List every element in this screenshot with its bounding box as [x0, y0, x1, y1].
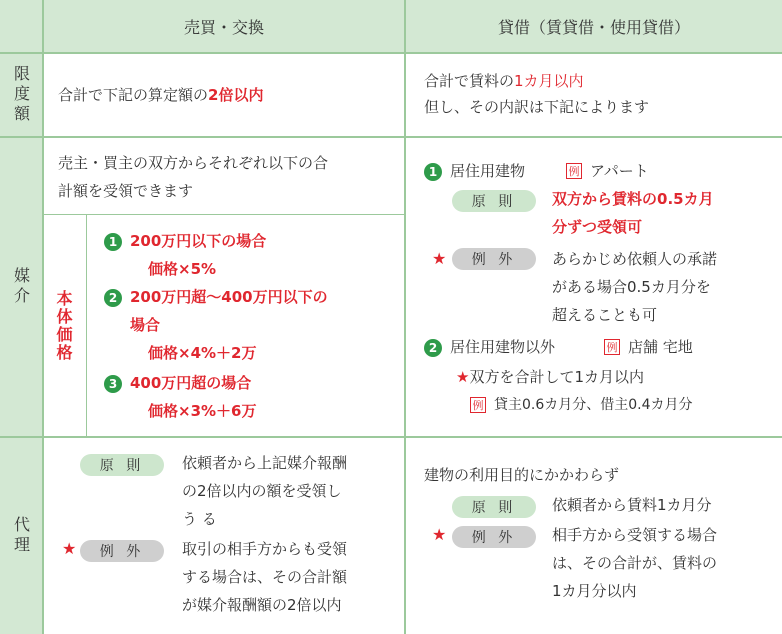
header-sale: 売買・交換 [44, 0, 404, 52]
proxy-sale-rule: う る [182, 510, 217, 528]
example-mark: 例 [566, 163, 582, 179]
grid-line [0, 52, 782, 54]
row-label-agency: 媒介 [0, 138, 42, 436]
exception-pill: 例 外 [452, 248, 536, 270]
body-price-label: 本体価格 [54, 290, 73, 362]
star-icon: ★ [432, 249, 447, 268]
proxy-lease-intro: 建物の利用目的にかかわらず [424, 466, 620, 484]
example-mark: 例 [470, 397, 486, 413]
tier-formula: 価格×4%＋2万 [148, 344, 257, 362]
number-badge: 2 [104, 289, 122, 307]
number-badge: 3 [104, 375, 122, 393]
grid-line [0, 436, 782, 438]
exception-pill: 例 外 [80, 540, 164, 562]
lease-item2-title: 居住用建物以外 [450, 338, 556, 356]
number-badge: 1 [424, 163, 442, 181]
proxy-sale-exception: 取引の相手方からも受領 [182, 540, 348, 558]
proxy-sale-exception: する場合は、その合計額 [182, 568, 348, 586]
lease-item2-note [456, 366, 644, 388]
row-label-proxy: 代理 [0, 438, 42, 634]
star-icon: ★ [432, 525, 447, 544]
rule-pill: 原 則 [452, 496, 536, 518]
tier-formula: 価格×3%＋6万 [148, 402, 257, 420]
lease-rule-text: 双方から賃料の0.5カ月 [552, 190, 714, 208]
limit-lease-note: 但し、その内訳は下記によります [424, 98, 650, 116]
number-badge: 2 [424, 339, 442, 357]
row-label-limit: 限度額 [0, 54, 42, 136]
grid-line [42, 0, 44, 634]
number-badge: 1 [104, 233, 122, 251]
grid-line [86, 214, 87, 436]
star-icon: ★ [62, 539, 77, 558]
lease-exception-text: あらかじめ依頼人の承諾 [552, 250, 718, 268]
agency-sale-intro: 計額を受領できます [58, 182, 194, 200]
proxy-lease-exception: 相手方から受領する場合 [552, 526, 718, 544]
tier-title: 200万円超～400万円以下の [130, 288, 328, 306]
rule-pill: 原 則 [452, 190, 536, 212]
limit-sale-text: 合計で下記の算定額の2倍以内 [58, 86, 264, 104]
lease-rule-text: 分ずつ受領可 [552, 218, 643, 236]
proxy-lease-exception: 1カ月分以内 [552, 582, 637, 600]
lease-item2-note-text: 双方を合計して1カ月以内 [469, 368, 644, 386]
proxy-sale-rule: 依頼者から上記媒介報酬 [182, 454, 348, 472]
tier-title: 場合 [130, 316, 161, 334]
lease-item2-example2: 貸主0.6カ月分、借主0.4カ月分 [494, 397, 693, 413]
rule-pill: 原 則 [80, 454, 164, 476]
lease-item2-example: 店舗 宅地 [628, 338, 693, 356]
limit-lease-text: 合計で賃料の1カ月以内 [424, 72, 584, 90]
header-lease: 貸借（賃貸借・使用貸借） [406, 0, 782, 52]
lease-item1-example: アパート [590, 162, 649, 180]
grid-line [44, 214, 404, 215]
tier-formula: 価格×5% [148, 260, 217, 278]
star-icon: ★ [456, 368, 470, 386]
proxy-lease-exception: は、その合計が、賃料の [552, 554, 718, 572]
header-corner [0, 0, 42, 52]
grid-line [404, 0, 406, 634]
proxy-lease-rule: 依頼者から賃料1カ月分 [552, 496, 712, 514]
lease-exception-text: がある場合0.5カ月分を [552, 278, 711, 296]
exception-pill: 例 外 [452, 526, 536, 548]
proxy-sale-exception: が媒介報酬額の2倍以内 [182, 596, 342, 614]
example-mark: 例 [604, 339, 620, 355]
agency-sale-intro: 売主・買主の双方からそれぞれ以下の合 [58, 154, 329, 172]
tier-title: 200万円以下の場合 [130, 232, 267, 250]
tier-title: 400万円超の場合 [130, 374, 252, 392]
grid-line [0, 136, 782, 138]
proxy-sale-rule: の2倍以内の額を受領し [182, 482, 342, 500]
lease-item1-title: 居住用建物 [450, 162, 526, 180]
lease-exception-text: 超えることも可 [552, 306, 658, 324]
